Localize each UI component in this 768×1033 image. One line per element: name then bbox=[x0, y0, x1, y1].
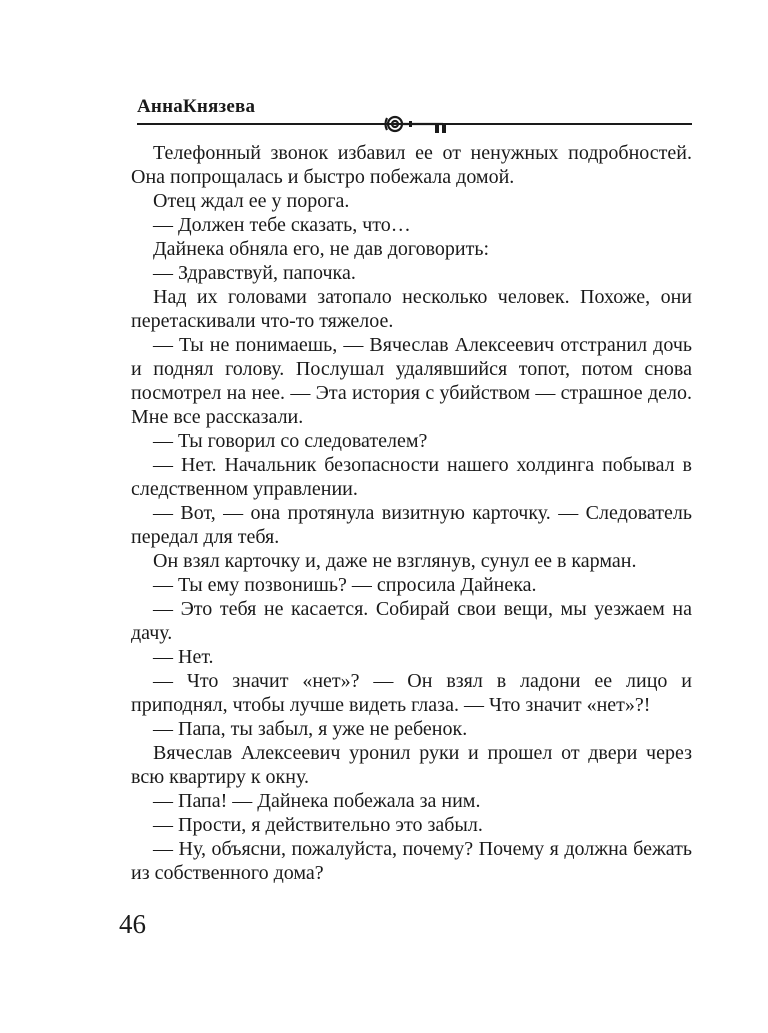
page-number: 46 bbox=[119, 909, 146, 939]
paragraph: — Что значит «нет»? — Он взял в ладони ее лицо и приподнял, чтобы лучше видеть глаза. — Что значит «нет»?! bbox=[131, 670, 692, 716]
paragraph: Телефонный звонок избавил ее от ненужных подробностей. Она попрощалась и быстро побежала домой. bbox=[131, 142, 692, 188]
paragraph: — Нет. Начальник безопасности нашего холдинга побывал в следственном управлении. bbox=[131, 454, 692, 500]
paragraph: — Должен тебе сказать, что… bbox=[153, 214, 411, 236]
paragraph: — Это тебя не касается. Собирай свои вещи, мы уезжаем на дачу. bbox=[131, 598, 692, 644]
paragraph: Над их головами затопало несколько человек. Похоже, они перетаскивали что-то тяжелое. bbox=[131, 286, 692, 332]
paragraph: Дайнека обняла его, не дав договорить: bbox=[153, 238, 489, 260]
paragraph: — Прости, я действительно это забыл. bbox=[153, 814, 483, 836]
paragraph: — Ты говорил со следователем? bbox=[153, 430, 428, 452]
paragraph: — Ну, объясни, пожалуйста, почему? Почему я должна бежать из собственного дома? bbox=[131, 838, 692, 884]
body-text bbox=[131, 141, 692, 885]
paragraph: — Ты не понимаешь, — Вячеслав Алексеевич отстранил дочь и поднял голову. Послушал удалявшийся топот, потом снова посмотрел на нее. — Эта история с убийством — страшное дело. Мне все рассказали. bbox=[131, 334, 692, 428]
key-icon bbox=[383, 110, 451, 138]
paragraph: Он взял карточку и, даже не взглянув, сунул ее в карман. bbox=[153, 550, 637, 572]
paragraph: — Здравствуй, папочка. bbox=[153, 262, 356, 284]
paragraph: — Нет. bbox=[153, 646, 214, 668]
paragraph: — Папа, ты забыл, я уже не ребенок. bbox=[153, 718, 468, 740]
paragraph: — Ты ему позвонишь? — спросила Дайнека. bbox=[153, 574, 537, 596]
paragraph: — Вот, — она протянула визитную карточку. — Следователь передал для тебя. bbox=[131, 502, 692, 548]
paragraph: — Папа! — Дайнека побежала за ним. bbox=[153, 790, 481, 812]
paragraph: Отец ждал ее у порога. bbox=[153, 190, 350, 212]
paragraph: Вячеслав Алексеевич уронил руки и прошел от двери через всю квартиру к окну. bbox=[131, 742, 692, 788]
running-head-author: АннаКнязева bbox=[137, 96, 256, 117]
